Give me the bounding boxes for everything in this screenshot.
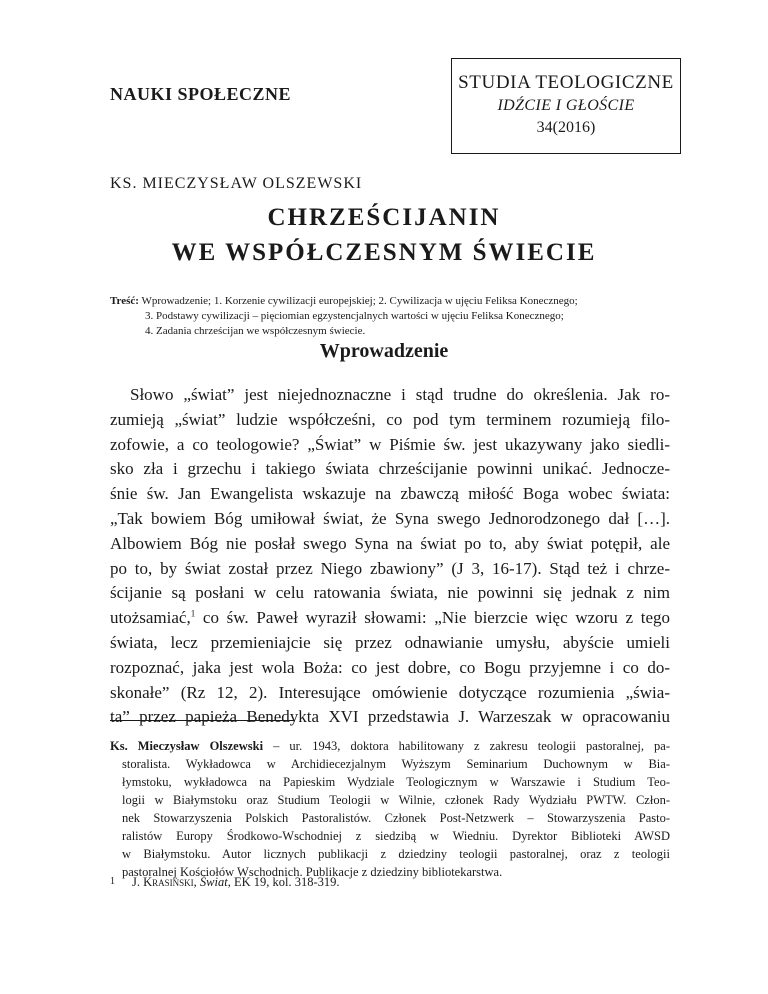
- bio-line: ralistów Europy Środkowo-Wschodniej z siedzibą w Wiedniu. Dyrektor Biblioteki AWSD: [122, 829, 670, 843]
- body-line-end: co św. Paweł wyraził słowami: „Nie bierzcie więc wzoru z tego: [195, 608, 670, 628]
- body-line: zumieją „świat” ludzie współcześni, co pod tym terminem rozumieją filo-: [110, 409, 670, 429]
- footnote-number: 1: [110, 876, 115, 887]
- bio-name: Ks. Mieczysław Olszewski: [110, 739, 264, 753]
- body-line: ścijanie są posłani w celu ratowania świata, nie powinni się jednak z nim: [110, 583, 670, 603]
- bio-line: storalista. Wykładowca w Archidiecezjalnym Wyższym Seminarium Duchownym w Bia-: [122, 757, 670, 771]
- footnote-author: J. Krasiński: [132, 875, 194, 889]
- article-author: KS. MIECZYSŁAW OLSZEWSKI: [110, 175, 363, 192]
- footnote-sep: ,: [193, 875, 200, 889]
- body-line: „Tak bowiem Bóg umiłował świat, że Syna swego Jednorodzonego dał […].: [110, 508, 670, 528]
- body-line: sko zła i grzechu i takiego świata chrześcijanie powinni unikać. Jednocze-: [110, 459, 670, 479]
- footnote-title: Świat: [199, 875, 228, 889]
- body-line: zofowie, a co teologowie? „Świat” w Piśmie św. jest ukazywany jako siedli-: [110, 434, 670, 454]
- title-line-2: WE WSPÓŁCZESNYM ŚWIECIE: [171, 239, 597, 266]
- article-title: [110, 200, 658, 270]
- table-of-contents: [110, 294, 670, 339]
- body-line: ta” przez papieża Benedykta XVI przedstawia J. Warzeszak w opracowaniu: [110, 707, 670, 727]
- body-line: Albowiem Bóg nie posłał swego Syna na świat po to, aby świat potępił, ale: [110, 533, 670, 553]
- body-line: [110, 606, 670, 631]
- journal-box: [451, 58, 681, 154]
- journal-name: STUDIA TEOLOGICZNE: [458, 72, 674, 93]
- footnote: [110, 873, 670, 891]
- toc-line-3: 4. Zadania chrześcijan we współczesnym świecie.: [145, 325, 366, 337]
- journal-subtitle: IDŹCIE I GŁOŚCIE: [497, 97, 635, 114]
- section-label: NAUKI SPOŁECZNE: [110, 84, 292, 104]
- body-line: śnie św. Jan Ewangelista wskazuje na zbawczą miłość Boga wobec świata:: [110, 484, 670, 504]
- body-line: Słowo „świat” jest niejednoznaczne i stąd trudne do określenia. Jak ro-: [130, 385, 670, 404]
- footnote-divider: [110, 720, 294, 721]
- bio-line: logii w Białymstoku oraz Studium Teologii w Wilnie, członek Rady Wydziału PWTW. Człon-: [122, 793, 670, 807]
- body-line: świata, lecz przemieniajcie się przez odnawianie umysłu, abyście umieli: [110, 632, 670, 652]
- body-line-start: utożsamiać,: [110, 608, 191, 628]
- body-line: po to, by świat został przez Niego zbawiony” (J 3, 16-17). Stąd też i chrze-: [110, 558, 670, 578]
- bio-line: nek Stowarzyszenia Polskich Pastoralistów. Członek Post-Netzwerk – Stowarzyszenia Pasto-: [122, 811, 670, 825]
- footnote-rest: , EK 19, kol. 318-319.: [227, 875, 340, 889]
- author-bio: [110, 737, 670, 881]
- bio-line: pastoralnej Kościołów Wschodnich. Publikacje z dziedziny bibliotekarstwa.: [122, 865, 503, 879]
- footnote-ref[interactable]: 1: [190, 608, 196, 619]
- journal-issue: 34(2016): [536, 119, 596, 136]
- toc-label: Treść:: [110, 295, 139, 307]
- body-line: rozpoznać, jaka jest wola Boża: co jest dobre, co Bogu przyjemne i co do-: [110, 657, 670, 677]
- toc-line-1: Wprowadzenie; 1. Korzenie cywilizacji europejskiej; 2. Cywilizacja w ujęciu Feliksa Konecznego;: [141, 295, 578, 307]
- body-line: skonałe” (Rz 12, 2). Interesujące omówienie dotyczące rozumienia „świa-: [110, 682, 670, 702]
- bio-line: w Białymstoku. Autor licznych publikacji z dziedziny teologii pastoralnej, oraz z teologii: [122, 847, 670, 861]
- title-line-1: CHRZEŚCIJANIN: [267, 204, 501, 231]
- section-heading: Wprowadzenie: [319, 340, 449, 362]
- body-paragraph: [110, 383, 670, 730]
- toc-line-2: 3. Podstawy cywilizacji – pięciomian egzystencjalnych wartości w ujęciu Feliksa Konecznego;: [145, 310, 564, 322]
- bio-line: łymstoku, wykładowca na Papieskim Wydziale Teologicznym w Warszawie i Studium Teo-: [122, 775, 670, 789]
- bio-line: – ur. 1943, doktora habilitowany z zakresu teologii pastoralnej, pa-: [263, 739, 670, 753]
